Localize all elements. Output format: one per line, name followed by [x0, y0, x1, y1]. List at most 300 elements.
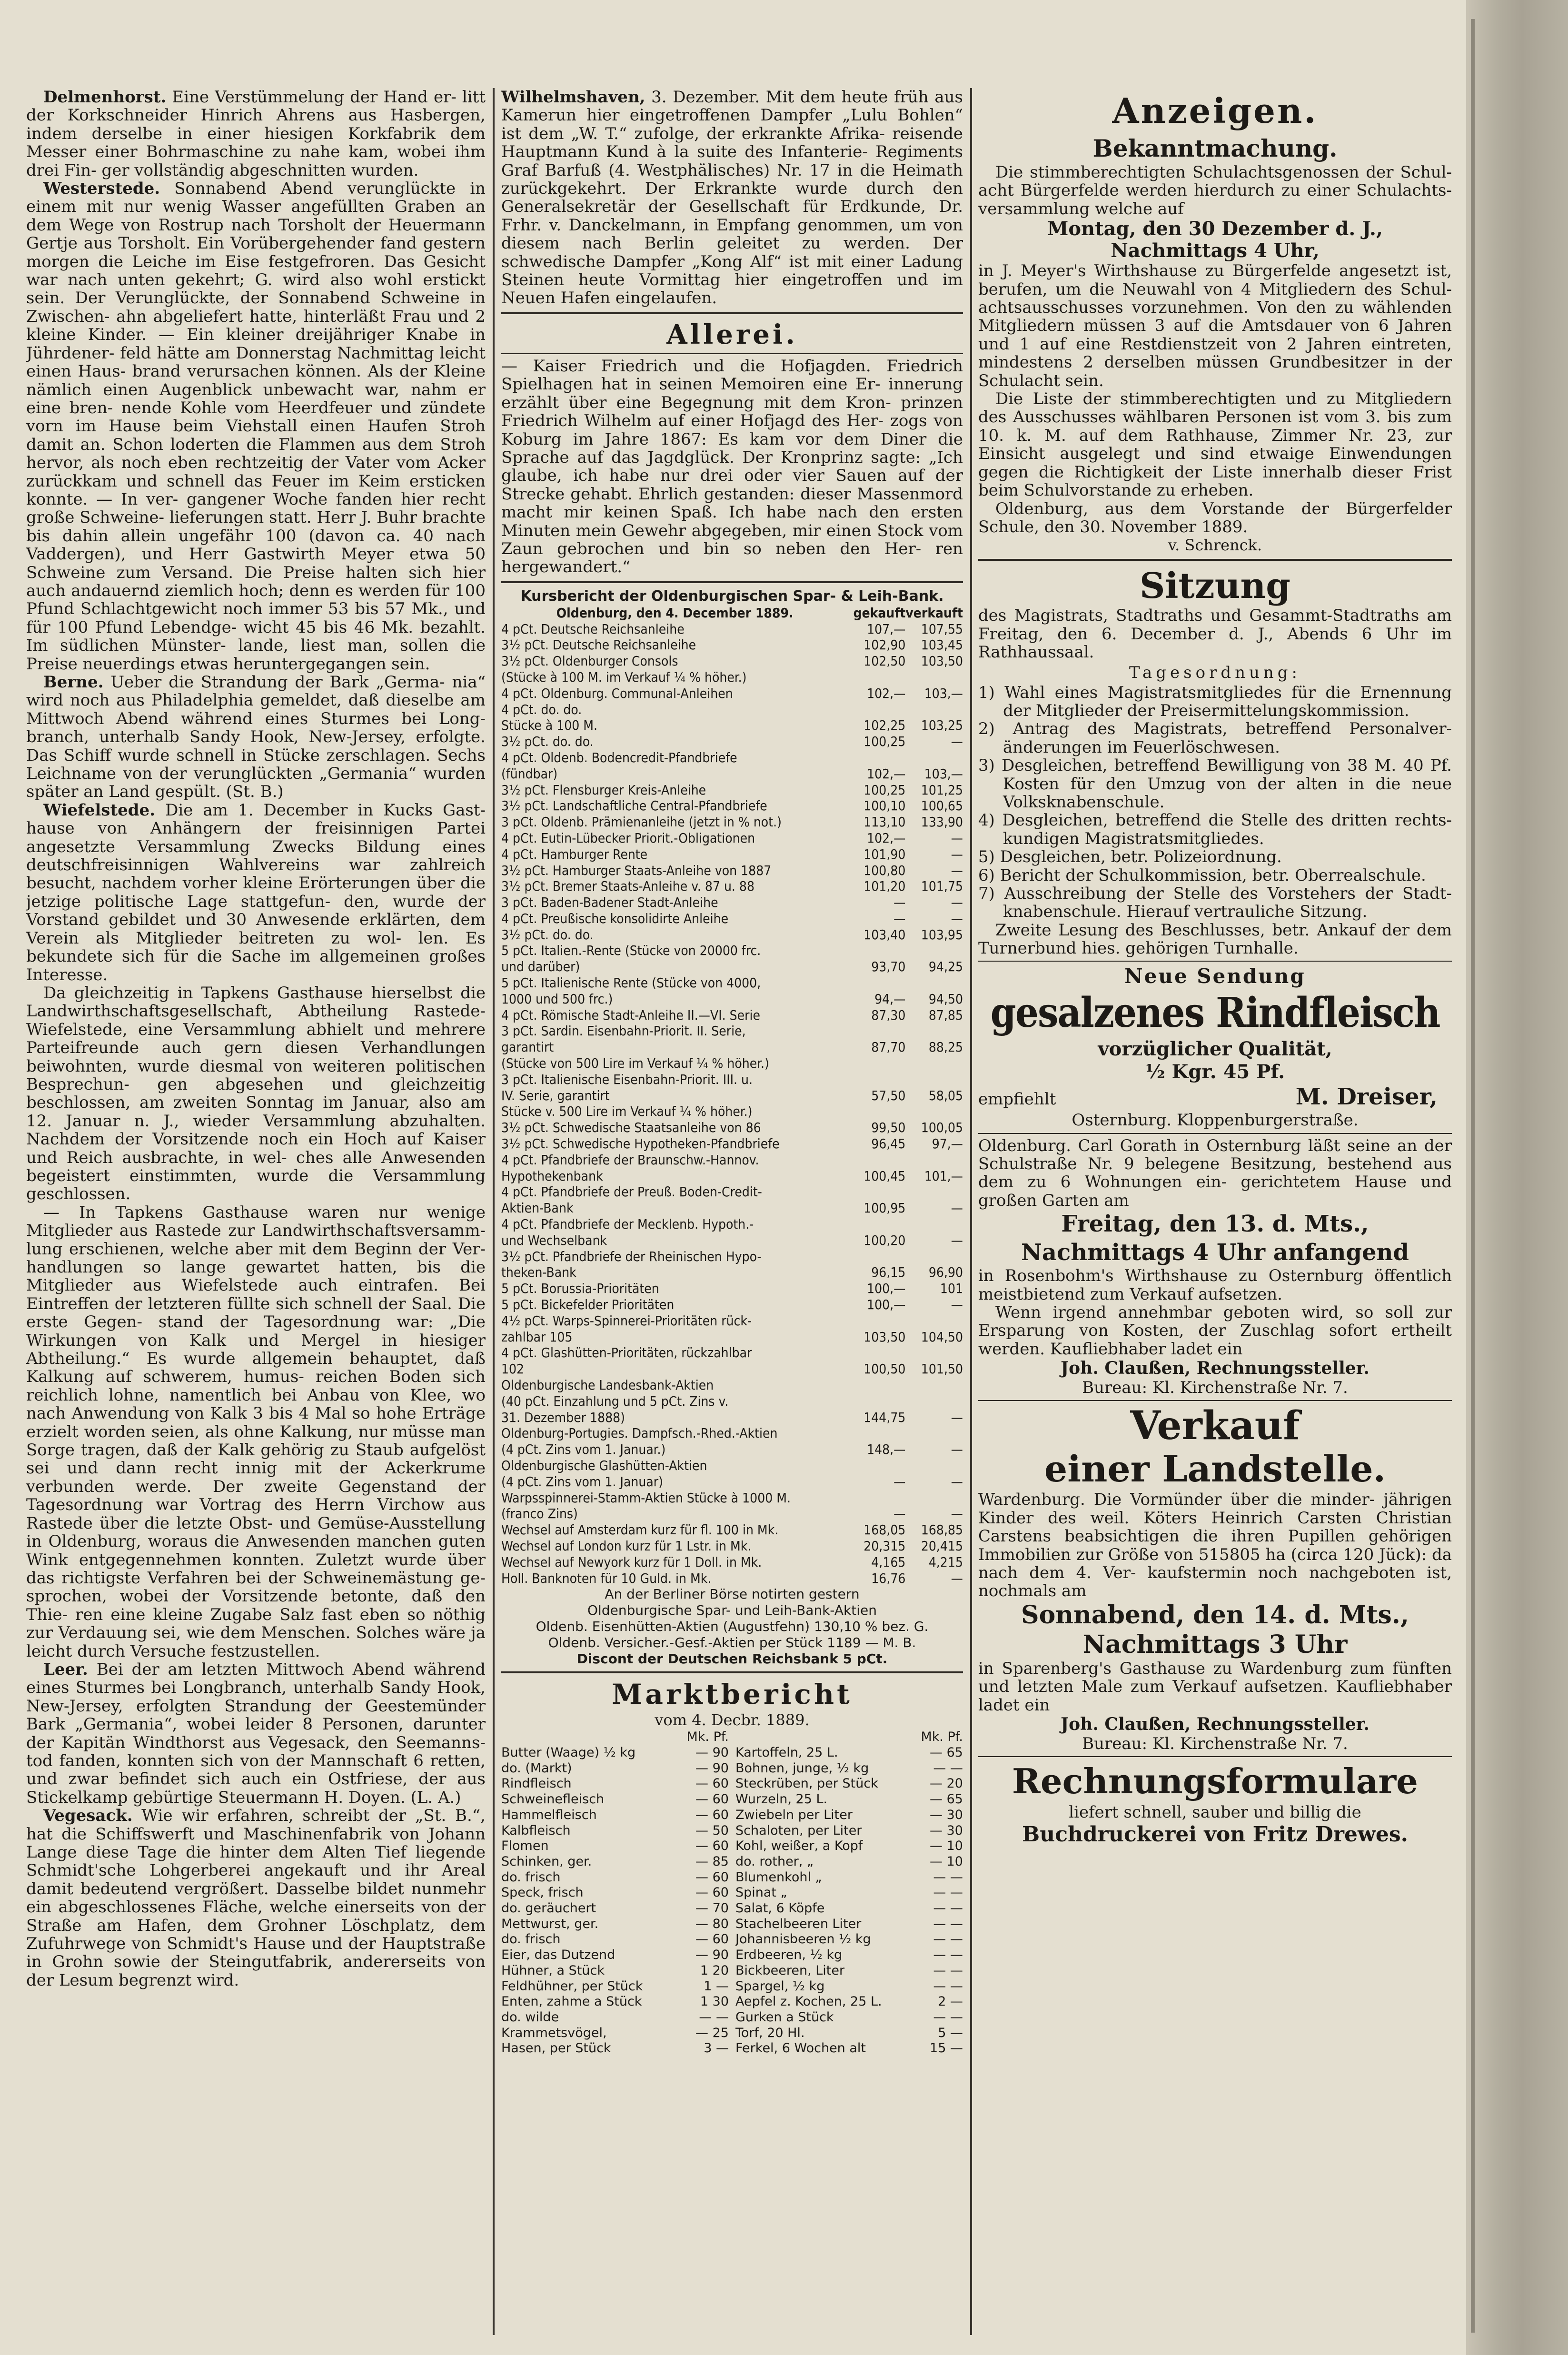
- security-name: 3½ pCt. Landschaftliche Central-Pfandbriefe: [501, 798, 767, 814]
- table-header-row: [501, 1729, 729, 1745]
- divider: [501, 581, 963, 583]
- price-bought: [848, 1103, 905, 1120]
- divider: [978, 1756, 1452, 1757]
- bekanntmachung-heading: Bekanntmachung.: [1092, 134, 1338, 162]
- table-row: [501, 1410, 963, 1426]
- item-name: Blumenkohl „: [735, 1869, 822, 1885]
- price-sold: 103,45: [921, 637, 963, 653]
- price-bought: 102,—: [867, 765, 906, 782]
- security-name: Stücke v. 500 Lire im Verkauf ¼ % höher.): [501, 1103, 753, 1120]
- bek-time: Nachmittags 4 Uhr,: [1111, 239, 1320, 262]
- security-name: 3½ pCt. Schwedische Staatsanleihe von 86: [501, 1120, 761, 1136]
- table-row: [501, 2010, 729, 2026]
- item-price: — 60: [695, 1838, 729, 1854]
- table-row: [501, 653, 963, 669]
- price-bought: —: [893, 894, 906, 911]
- verkauf-heading: Verkauf: [1130, 1403, 1300, 1449]
- item-name: Torf, 20 Hl.: [735, 2025, 805, 2040]
- item-name: Schinken, ger.: [501, 1854, 592, 1869]
- price-bought: 168,05: [863, 1522, 906, 1538]
- security-name: 5 pCt. Bickefelder Prioritäten: [501, 1297, 675, 1313]
- unit-header: Mk. Pf.: [686, 1729, 729, 1745]
- price-bought: [848, 1055, 905, 1072]
- unit-header: Mk. Pf.: [921, 1729, 963, 1745]
- item-price: — —: [933, 1760, 963, 1776]
- table-row: [501, 1313, 963, 1329]
- table-row: [501, 1264, 963, 1281]
- item-name: Gurken a Stück: [735, 2010, 834, 2025]
- table-row: [501, 1361, 963, 1377]
- security-name: Wechsel auf London kurz für 1 Lstr. in Mk.: [501, 1538, 752, 1554]
- sitzung-heading: Sitzung: [1139, 566, 1291, 607]
- tagesordnung-heading: Tagesordnung:: [1129, 663, 1301, 682]
- item-price: — 30: [930, 1807, 963, 1822]
- price-bought: 100,95: [863, 1200, 906, 1216]
- security-name: (franco Zins): [501, 1506, 578, 1522]
- table-row: [735, 1823, 963, 1839]
- security-name: 3½ pCt. Oldenburger Consols: [501, 653, 678, 669]
- price-sold: 94,50: [928, 991, 963, 1007]
- price-sold: [905, 1152, 963, 1168]
- table-row: [735, 1808, 963, 1823]
- price-sold: [905, 975, 963, 991]
- table-row: [501, 1039, 963, 1055]
- security-name: 3 pCt. Baden-Badener Stadt-Anleihe: [501, 894, 718, 911]
- sitzung-text: Zweite Lesung des Beschlusses, betr. Ankauf der dem Turnerbund hies. gehörigen Turnhalle.: [978, 920, 1452, 958]
- table-row: [501, 863, 963, 879]
- item-price: 2 —: [938, 1994, 963, 2009]
- price-sold: [905, 1425, 963, 1441]
- price-bought: [848, 1393, 905, 1410]
- item-price: — 90: [695, 1948, 729, 1963]
- allerei-heading: Allerei.: [666, 318, 798, 350]
- item-price: 5 —: [938, 2025, 963, 2040]
- price-bought: 4,165: [871, 1554, 906, 1570]
- item-price: — 50: [695, 1823, 729, 1838]
- table-row: [501, 1570, 963, 1587]
- price-bought: 100,10: [863, 798, 906, 814]
- item-name: Salat, 6 Köpfe: [735, 1901, 825, 1916]
- security-name: 3½ pCt. Deutsche Reichsanleihe: [501, 637, 696, 653]
- news-paragraph: Westerstede. Sonnabend Abend verunglückte in einem mit nur wenig Wasser angefüllten Graben an dem Wege von Rostrup nach Torsholt der Heuermann Gertje aus Torsholt. Ein Vorübergehender fand gestern morgen die Leiche im Eise festgefroren. Das Gesicht war nach unten gekehrt; G. wird also wohl erstickt sein. Der Verunglückte, der Sonnabend Schweine in Zwischen- ahn abgeliefert hatte, hinterläßt Frau und 2 kleine Kinder. — Ein kleiner dreijähriger Knabe in Jührdener- feld hätte am Donnerstag Nachmittag leicht einen Haus- brand verursachen können. Als der Kleine nämlich einen Augenblick unbewacht war, nahm er eine bren- nende Kohle vom Heerdfeuer und zündete vorn im Hause beim Viehstall einen Haufen Stroh damit an. Schon loderten die Flammen aus dem Stroh hervor, als noch eben rechtzeitig der Vater vom Acker zurückkam und schnell das Feuer im Keim ersticken konnte. — In ver- gangener Woche fanden hier recht große Schweine- lieferungen statt. Herr J. Buhr brachte bis dahin allein ungefähr 100 (davon ca. 40 nach Vaddergen), und Herr Gastwirth Meyer etwa 50 Schweine zum Versand. Die Preise halten sich hier auch andauernd ziemlich hoch; denn es werden für 100 Pfund Schlachtgewicht noch immer 53 bis 57 Mk., und für 100 Pfund Lebendge- wicht 45 bis 46 Mk. bezahlt. Im südlichen Münster- lande, liest man, sollen die Preise neuerdings etwas heruntergegangen sein.: [26, 179, 486, 674]
- security-name: 3 pCt. Italienische Eisenbahn-Priorit. III. u.: [501, 1071, 753, 1087]
- table-row: [735, 1776, 963, 1792]
- price-sold: —: [951, 1232, 963, 1248]
- table-row: [501, 1103, 963, 1120]
- item-price: — 70: [695, 1901, 729, 1916]
- table-row: [501, 991, 963, 1007]
- price-sold: —: [951, 1200, 963, 1216]
- item-price: — 65: [930, 1745, 963, 1760]
- agenda-item: 2) Antrag des Magistrats, betreffend Personalver- änderungen im Feuerlöschwesen.: [978, 719, 1452, 757]
- item-name: Aepfel z. Kochen, 25 L.: [735, 1994, 882, 2009]
- price-bought: [848, 1152, 905, 1168]
- markt-left: [501, 1729, 729, 2057]
- rechnungsformulare-heading: Rechnungsformulare: [1012, 1760, 1418, 1801]
- price-bought: 94,—: [874, 991, 906, 1007]
- price-bought: 100,—: [867, 1297, 906, 1313]
- table-row: [735, 1870, 963, 1886]
- table-row: [501, 1948, 729, 1963]
- item-price: — 60: [695, 1792, 729, 1807]
- security-name: 3½ pCt. Schwedische Hypotheken-Pfandbriefe: [501, 1136, 780, 1152]
- price-bought: 102,50: [863, 653, 906, 669]
- security-name: 4 pCt. Hamburger Rente: [501, 846, 648, 862]
- price-sold: 101,—: [924, 1168, 963, 1184]
- security-name: (4 pCt. Zins vom 1. Januar.): [501, 1441, 666, 1458]
- price-sold: —: [951, 830, 963, 846]
- item-price: — —: [699, 2010, 729, 2025]
- item-name: Hasen, per Stück: [501, 2041, 611, 2056]
- rech-text: liefert schnell, sauber und billig die: [1069, 1802, 1361, 1822]
- table-row: [501, 1120, 963, 1136]
- neue-sendung: Neue Sendung: [1124, 964, 1306, 988]
- security-name: theken-Bank: [501, 1264, 576, 1281]
- marktbericht-date: vom 4. Decbr. 1889.: [655, 1711, 810, 1729]
- price-sold: 100,65: [921, 798, 963, 814]
- marktbericht-heading: Marktbericht: [612, 1678, 853, 1711]
- item-price: — —: [933, 1901, 963, 1916]
- table-row: [501, 1425, 963, 1441]
- item-price: — —: [933, 1932, 963, 1947]
- security-name: Stücke à 100 M.: [501, 717, 598, 734]
- price-bought: 20,315: [863, 1538, 906, 1554]
- price-sold: —: [951, 846, 963, 862]
- table-row: [501, 814, 963, 830]
- dreiser-line: [978, 1083, 1452, 1110]
- item-name: Wurzeln, 25 L.: [735, 1792, 828, 1807]
- security-name: Aktien-Bank: [501, 1200, 574, 1216]
- security-name: 3 pCt. Oldenb. Prämienanleihe (jetzt in % not.): [501, 814, 782, 830]
- table-row: [501, 1490, 963, 1506]
- col-verkauft: verkauft: [905, 605, 963, 621]
- claussen-bureau: Bureau: Kl. Kirchenstraße Nr. 7.: [1082, 1378, 1348, 1398]
- security-name: (40 pCt. Einzahlung und 5 pCt. Zins v.: [501, 1393, 729, 1409]
- table-row: [501, 959, 963, 975]
- price-bought: 100,20: [863, 1232, 906, 1248]
- item-name: Kartoffeln, 25 L.: [735, 1745, 838, 1760]
- gorath-time: Nachmittags 4 Uhr anfangend: [1021, 1239, 1409, 1266]
- col-gekauft: gekauft: [853, 605, 906, 621]
- price-bought: [848, 1425, 905, 1441]
- security-name: und Wechselbank: [501, 1232, 607, 1248]
- price-sold: [905, 1072, 963, 1088]
- column-rule: [970, 88, 972, 2335]
- wilhelmshaven-article: Wilhelmshaven, 3. Dezember. Mit dem heute früh aus Kamerun hier eingetroffenen Dampfer „Lulu Bohlen“ ist dem „W. T.“ zufolge, der erkrankte Afrika- reisende Hauptmann Kund à la suite des Infanterie- Regiments Graf Barfuß (4. Westphälisches) Nr. 17 in die Heimath zurückgekehrt. Der Erkrankte wurde durch den Generalsekretär der Gesellschaft für Erdkunde, Dr. Frhr. v. Danckelmann, in Empfang genommen, um von diesem nach Berlin geleitet zu werden. Der schwedische Dampfer „Kong Alf“ ist mit einer Ladung Steinen heute Vormittag hier eingetroffen und im Neuen Hafen eingelaufen.: [501, 88, 963, 308]
- security-name: 4½ pCt. Warps-Spinnerei-Prioritäten rück-: [501, 1312, 752, 1329]
- item-price: — —: [933, 1916, 963, 1931]
- price-bought: 100,80: [863, 862, 906, 878]
- price-sold: 103,25: [921, 717, 963, 734]
- agenda-item: 5) Desgleichen, betr. Polizeiordnung.: [978, 847, 1282, 867]
- table-row: [501, 1554, 963, 1570]
- table-row: [501, 1152, 963, 1168]
- kurs-footnote: Oldenburgische Spar- und Leih-Bank-Aktien: [587, 1602, 877, 1619]
- table-row: [501, 1168, 963, 1184]
- item-price: 1 —: [704, 1978, 729, 1994]
- item-name: Steckrüben, per Stück: [735, 1776, 878, 1791]
- table-row: [501, 1963, 729, 1979]
- price-bought: 148,—: [867, 1441, 906, 1458]
- table-row: [501, 1329, 963, 1345]
- table-row: [501, 1184, 963, 1200]
- price-bought: 100,—: [867, 1281, 906, 1297]
- kurs-footnote: Oldenb. Versicher.-Gesf.-Aktien per Stück 1189 — M. B.: [548, 1634, 916, 1650]
- price-sold: [905, 669, 963, 686]
- kursbericht-heading: Kursbericht der Oldenburgischen Spar- & Leih-Bank.: [520, 587, 944, 605]
- price-sold: [905, 1490, 963, 1506]
- bek-text: Die stimmberechtigten Schulachtsgenossen der Schul- acht Bürgerfelde werden hierdurch zu einer Schulachts- versammlung welche auf: [978, 163, 1452, 219]
- item-name: Krammetsvögel,: [501, 2025, 607, 2040]
- table-row: [501, 1232, 963, 1249]
- divider: [501, 353, 963, 354]
- item-price: — —: [933, 1948, 963, 1963]
- price-bought: 93,70: [871, 959, 906, 975]
- table-row: [735, 1761, 963, 1777]
- news-paragraph: — In Tapkens Gasthause waren nur wenige Mitglieder aus Rastede zur Landwirthschaftsversamm- lung erschienen, welche aber mit dem Beginn der Ver- handlungen so lange gewartet hatten, bis die Mitglieder aus Wiefelstede auch eintrafen. Bei Eintreffen der letzteren füllte sich schnell der Saal. Die erste Gegen- stand der Tagesordnung war: „Die Wirkungen von Kalk und Mergel in hiesiger Abtheilung.“ Es wurde allgemein behauptet, daß Kalkung auf schwerem, humus- reichen Boden sich reichlich lohne, namentlich bei Anbau von Klee, wo nach Anwendung von Kalk 3 bis 4 Mal so hohe Erträge erzielt worden seien, als ohne Kalkung, nur müsse man Sorge tragen, daß der Kalk gehörig zu Staub aufgelöst sei und dann recht innig mit der Ackerkrume verbunden werde. Der zweite Gegenstand der Tagesordnung war Vortrag des Herrn Virchow aus Rastede über die letzte Obst- und Gemüse-Ausstellung in Oldenburg, woraus die Anwesenden manchen guten Wink entgegennehmen konnten. Zuletzt wurde über das richtigste Verfahren bei der Schweinemästung ge- sprochen, wobei der Vorsitzende betonte, daß den Thie- ren eine kleine Zugabe Salz fast eben so nöthig zur Verdauung sei, wie dem Menschen. Solches wäre ja leicht durch Versuche festzustellen.: [26, 1202, 486, 1661]
- price-sold: [905, 1377, 963, 1393]
- item-name: Bohnen, junge, ½ kg: [735, 1760, 869, 1776]
- item-name: Zwiebeln per Liter: [735, 1807, 853, 1822]
- divider: [978, 961, 1452, 962]
- price-bought: 101,20: [863, 878, 906, 894]
- price-sold: [905, 1103, 963, 1120]
- wardenburg-text: in Sparenberg's Gasthause zu Wardenburg zum fünften und letzten Male zum Verkauf aufsetzen. Kaufliebhaber ladet ein: [978, 1659, 1452, 1715]
- table-row: [501, 1776, 729, 1792]
- item-name: Enten, zahme a Stück: [501, 1994, 642, 2009]
- price-bought: 107,—: [867, 621, 906, 637]
- table-row: [501, 1297, 963, 1313]
- table-row: [501, 1854, 729, 1870]
- price-bought: [848, 975, 905, 991]
- table-row: [501, 1393, 963, 1410]
- table-row: [735, 1792, 963, 1808]
- item-price: 1 20: [700, 1963, 729, 1978]
- table-header-row: [735, 1729, 963, 1745]
- table-row: [501, 766, 963, 782]
- price-sold: 103,50: [921, 653, 963, 669]
- price-sold: 103,—: [924, 685, 963, 701]
- table-row: [735, 1963, 963, 1979]
- price-sold: 133,90: [921, 814, 963, 830]
- table-row: [501, 1792, 729, 1808]
- table-row: [735, 1932, 963, 1948]
- table-row: [501, 1281, 963, 1297]
- kurs-date: Oldenburg, den 4. December 1889.: [556, 605, 794, 621]
- markt-right: [735, 1729, 963, 2057]
- item-name: Butter (Waage) ½ kg: [501, 1745, 636, 1760]
- price-bought: 102,90: [863, 637, 906, 653]
- item-price: — 10: [930, 1854, 963, 1869]
- item-price: — 60: [695, 1869, 729, 1885]
- table-row: [501, 1345, 963, 1361]
- item-name: Spinat „: [735, 1885, 787, 1900]
- table-row: [501, 1994, 729, 2010]
- security-name: 3½ pCt. do. do.: [501, 734, 594, 750]
- table-row: [501, 1216, 963, 1232]
- table-row: [501, 669, 963, 686]
- claussen-name: Joh. Claußen, Rechnungssteller.: [1061, 1714, 1370, 1734]
- price-sold: —: [951, 1409, 963, 1425]
- price-sold: —: [951, 1506, 963, 1522]
- table-row: [501, 2041, 729, 2057]
- security-name: 5 pCt. Italienische Rente (Stücke von 4000,: [501, 975, 761, 991]
- price-sold: 101,25: [921, 782, 963, 798]
- security-name: garantirt: [501, 1039, 554, 1055]
- table-row: [501, 943, 963, 959]
- item-price: 3 —: [704, 2041, 729, 2056]
- price-sold: 104,50: [921, 1329, 963, 1345]
- security-name: 4 pCt. Pfandbriefe der Mecklenb. Hypoth.-: [501, 1216, 754, 1232]
- price-bought: 100,50: [863, 1361, 906, 1377]
- bek-sign: Oldenburg, aus dem Vorstande der Bürgerfelder Schule, den 30. November 1889.: [978, 499, 1452, 537]
- security-name: (4 pCt. Zins vom 1. Januar): [501, 1473, 663, 1490]
- table-row: [501, 1088, 963, 1104]
- table-row: [501, 1506, 963, 1522]
- table-row: [735, 2041, 963, 2057]
- column-rule: [493, 88, 495, 2335]
- security-name: Holl. Banknoten für 10 Guld. in Mk.: [501, 1570, 712, 1586]
- price-sold: [905, 1184, 963, 1200]
- table-row: [501, 1761, 729, 1777]
- table-row: [501, 1200, 963, 1216]
- table-row: [501, 798, 963, 814]
- price-sold: 100,05: [921, 1120, 963, 1136]
- security-name: 31. Dezember 1888): [501, 1409, 625, 1425]
- price-bought: 102,25: [863, 717, 906, 734]
- table-row: [735, 1917, 963, 1932]
- price-sold: 97,—: [932, 1136, 963, 1152]
- price-sold: [905, 1023, 963, 1039]
- price-bought: 57,50: [871, 1087, 906, 1103]
- spacer: [735, 1729, 911, 1745]
- security-name: 4 pCt. Eutin-Lübecker Priorit.-Obligationen: [501, 830, 755, 846]
- price-sold: —: [951, 894, 963, 911]
- price-bought: [848, 702, 905, 718]
- item-name: do. geräuchert: [501, 1901, 596, 1916]
- table-row: [735, 1745, 963, 1761]
- wardenburg-time: Nachmittags 3 Uhr: [1082, 1630, 1348, 1659]
- news-paragraph: Delmenhorst. Eine Verstümmelung der Hand er- litt der Korkschneider Hinrich Ahrens aus Hasbergen, indem derselbe in einer hiesigen Korkfabrik dem Messer einer Bohrmaschine zu nahe kam, wobei ihm drei Fin- ger vollständig abgeschnitten wurden.: [26, 88, 486, 180]
- news-paragraph: Berne. Ueber die Strandung der Bark „Germa- nia“ wird noch aus Philadelphia gemeldet, daß dieselbe am Mittwoch Abend während eines Sturmes bei Long- branch, unterhalb Sandy Hook, New-Jersey, erfolgte. Das Schiff wurde schnell in Stücke zerschlagen. Sechs Leichname von der verunglückten „Germania“ wurden später an Land gespült. (St. B.): [26, 673, 486, 802]
- security-name: 102: [501, 1361, 525, 1377]
- news-paragraph: Wiefelstede. Die am 1. December in Kucks Gast- hause von Anhängern der freisinnigen Partei angesetzte Versammlung Zwecks Bildung eines deutschfreisinnigen Wahlvereins war zahlreich besucht, nachdem vorher kleine Erörterungen über die jetzige politische Lage stattgefun- den, wurde der Vorstand gebildet und 30 Anwesende erklärten, dem Verein als Mitglieder beitreten zu wol- len. Es bekundete sich für die Sache im allgemeinen großes Interesse.: [26, 800, 486, 984]
- item-price: — 90: [695, 1760, 729, 1776]
- price-sold: 20,415: [921, 1538, 963, 1554]
- empfiehlt: empfiehlt: [978, 1089, 1056, 1109]
- column-local-news: [26, 88, 486, 2335]
- table-row: [501, 911, 963, 927]
- item-name: Feldhühner, per Stück: [501, 1978, 643, 1994]
- kurs-footnote: An der Berliner Börse notirten gestern: [605, 1586, 860, 1602]
- table-row: [501, 830, 963, 846]
- item-name: Ferkel, 6 Wochen alt: [735, 2041, 866, 2056]
- price-bought: 101,90: [863, 846, 906, 862]
- security-name: 3½ pCt. do. do.: [501, 926, 594, 943]
- item-price: — —: [933, 2010, 963, 2025]
- table-row: [501, 1932, 729, 1948]
- table-row: [501, 1055, 963, 1072]
- item-name: do. wilde: [501, 2010, 559, 2025]
- table-row: [501, 1023, 963, 1039]
- security-name: (Stücke à 100 M. im Verkauf ¼ % höher.): [501, 669, 747, 685]
- price-sold: 168,85: [921, 1522, 963, 1538]
- table-row: [735, 2010, 963, 2026]
- item-price: — —: [933, 1869, 963, 1885]
- price-bought: [848, 1216, 905, 1232]
- agenda-item: 6) Bericht der Schulkommission, betr. Oberrealschule.: [978, 865, 1426, 885]
- news-paragraph: Leer. Bei der am letzten Mittwoch Abend während eines Sturmes bei Longbranch, unterhalb Sandy Hook, New-Jersey, erfolgten Strandung der Geestemünder Bark „Germania“, wobei leider 8 Personen, darunter der Kapitän Windthorst aus Vegesack, den Seemanns- tod fanden, konnten sich von der Mannschaft 6 retten, und zwar befindet sich auch ein Ostfriese, der aus Stickelkamp gebürtige Steuermann H. Doyen. (L. A.): [26, 1659, 486, 1807]
- table-row: [735, 1979, 963, 1995]
- price-bought: 102,—: [867, 685, 906, 701]
- price-bought: 100,45: [863, 1168, 906, 1184]
- table-row: [501, 1823, 729, 1839]
- item-name: Rindfleisch: [501, 1776, 572, 1791]
- price-bought: [848, 1072, 905, 1088]
- table-row: [735, 1838, 963, 1854]
- item-name: Stachelbeeren Liter: [735, 1916, 862, 1931]
- price-sold: [905, 1393, 963, 1410]
- gorath-text: Wenn irgend annehmbar geboten wird, so soll zur Ersparung von Kosten, der Zuschlag sofort ertheilt werden. Kaufliebhaber ladet ein: [978, 1303, 1452, 1359]
- agenda-item: 1) Wahl eines Magistratsmitgliedes für die Ernennung der Mitglieder der Preisermittelungskommission.: [978, 683, 1452, 720]
- price-bought: 96,45: [871, 1136, 906, 1152]
- security-name: 4 pCt. Preußische konsolidirte Anleihe: [501, 910, 729, 926]
- price-bought: —: [893, 910, 906, 926]
- anzeigen-heading: Anzeigen.: [1112, 90, 1318, 131]
- price-bought: 103,50: [863, 1329, 906, 1345]
- table-row: [501, 1838, 729, 1854]
- rind-quality: vorzüglicher Qualität,: [1098, 1037, 1332, 1060]
- price-bought: [848, 1377, 905, 1393]
- item-price: — 10: [930, 1838, 963, 1854]
- landstelle-heading: einer Landstelle.: [1044, 1448, 1386, 1491]
- price-bought: [848, 1345, 905, 1361]
- price-sold: [905, 750, 963, 766]
- item-price: — 60: [695, 1776, 729, 1791]
- table-row: [501, 1136, 963, 1152]
- item-name: Johannisbeeren ½ kg: [735, 1932, 871, 1947]
- column-advertisements: [978, 88, 1452, 2335]
- item-price: — 60: [695, 1807, 729, 1822]
- table-row: [501, 702, 963, 718]
- security-name: Oldenburgische Landesbank-Aktien: [501, 1377, 714, 1393]
- item-name: do. frisch: [501, 1932, 561, 1947]
- table-row: [735, 1948, 963, 1963]
- security-name: 5 pCt. Italien.-Rente (Stücke von 20000 frc.: [501, 943, 761, 959]
- price-sold: 101: [940, 1281, 963, 1297]
- price-sold: 88,25: [928, 1039, 963, 1055]
- item-name: do. frisch: [501, 1869, 561, 1885]
- price-bought: [848, 1458, 905, 1474]
- price-bought: [848, 669, 905, 686]
- divider: [501, 1671, 963, 1673]
- table-row: [501, 1441, 963, 1458]
- price-bought: 16,76: [871, 1570, 906, 1586]
- table-row: [735, 1994, 963, 2010]
- item-name: Flomen: [501, 1838, 549, 1854]
- table-row: [501, 637, 963, 653]
- price-bought: [848, 1313, 905, 1329]
- wardenburg-date: Sonnabend, den 14. d. Mts.,: [1021, 1600, 1409, 1630]
- claussen-name: Joh. Claußen, Rechnungssteller.: [1061, 1358, 1370, 1379]
- price-bought: 144,75: [863, 1409, 906, 1425]
- table-row: [501, 878, 963, 894]
- table-row: [735, 1901, 963, 1917]
- security-name: Wechsel auf Amsterdam kurz für fl. 100 in Mk.: [501, 1522, 779, 1538]
- item-name: do. rother, „: [735, 1854, 814, 1869]
- price-sold: [905, 1216, 963, 1232]
- table-row: [501, 927, 963, 943]
